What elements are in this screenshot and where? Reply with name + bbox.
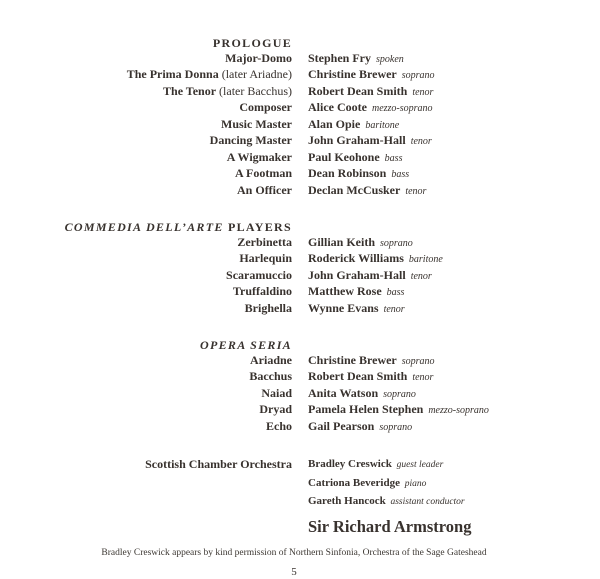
role-suffix: (later Bacchus) — [216, 83, 292, 98]
role-name: Harlequin — [239, 251, 292, 265]
performer-name: Pamela Helen Stephen — [308, 402, 424, 416]
voice-type: soprano — [379, 421, 413, 433]
voice-type: tenor — [412, 86, 434, 98]
performer-cell — [308, 284, 600, 301]
role-cell — [0, 369, 292, 384]
role-cell — [0, 133, 292, 148]
section-heading — [0, 36, 292, 51]
performer-cell — [308, 251, 600, 268]
role-name: Bacchus — [249, 369, 292, 383]
performer-name: Anita Watson — [308, 385, 379, 400]
role-name: Truffaldino — [232, 284, 292, 298]
role-cell — [0, 166, 292, 181]
performer-cell — [308, 166, 600, 183]
role-suffix: (later Ariadne) — [218, 67, 292, 81]
performer-name: Wynne Evans — [308, 300, 379, 315]
role-name: A Wigmaker — [226, 149, 292, 164]
cast-row — [0, 369, 600, 386]
voice-type: tenor — [412, 372, 434, 383]
performer-name: Paul Keohone — [308, 149, 380, 164]
role-cell — [0, 51, 292, 66]
voice-type: soprano — [383, 388, 416, 400]
role-name: The Prima Donna — [126, 67, 219, 81]
section-heading-plain: PLAYERS — [223, 220, 292, 234]
role-name: Brighella — [244, 300, 292, 315]
orchestra-label: Scottish Chamber Orchestra — [145, 457, 292, 471]
section-heading — [0, 338, 292, 353]
performer-cell — [308, 100, 600, 117]
performer-name: Christine Brewer — [308, 352, 397, 367]
performer-cell — [308, 369, 600, 386]
role-name: Scaramuccio — [226, 267, 292, 282]
cast-row — [0, 235, 600, 252]
role-cell — [0, 100, 292, 115]
member-role: guest leader — [396, 460, 444, 470]
role-cell — [0, 402, 292, 417]
voice-type: bass — [384, 152, 403, 164]
voice-type: soprano — [380, 237, 413, 249]
cast-row — [0, 183, 600, 200]
voice-type: tenor — [383, 303, 405, 315]
role-name: A Footman — [235, 166, 292, 180]
voice-type: tenor — [410, 270, 432, 282]
performer-cell — [308, 402, 600, 419]
cast-row — [0, 419, 600, 436]
role-name: Major-Domo — [225, 50, 292, 65]
cast-row — [0, 353, 600, 370]
role-name: Naiad — [261, 385, 292, 400]
orchestra-member — [308, 456, 600, 475]
performer-cell — [308, 183, 600, 200]
member-role: assistant conductor — [390, 497, 465, 507]
member-role: piano — [404, 478, 427, 489]
performer-cell — [308, 235, 600, 252]
cast-row — [0, 100, 600, 117]
page-footer — [0, 547, 588, 579]
performer-name: Dean Robinson — [308, 166, 387, 180]
role-name: Ariadne — [250, 352, 292, 367]
performer-name: Roderick Williams — [308, 251, 404, 265]
performer-name: John Graham-Hall — [308, 267, 406, 282]
conductor-line — [0, 517, 600, 537]
section-heading — [0, 220, 292, 235]
role-name: Dryad — [259, 402, 292, 416]
section-heading-plain: PROLOGUE — [212, 36, 292, 50]
performer-name: Matthew Rose — [308, 284, 382, 298]
member-name: Catriona Beveridge — [308, 476, 400, 489]
voice-type: bass — [386, 287, 405, 298]
voice-type: baritone — [365, 119, 400, 131]
section-opera-seria — [0, 338, 600, 435]
cast-row — [0, 133, 600, 150]
orchestra-member — [308, 493, 600, 512]
role-cell — [0, 150, 292, 165]
performer-cell — [308, 150, 600, 167]
conductor-name: Sir Richard Armstrong — [308, 516, 472, 536]
cast-row — [0, 386, 600, 403]
footnote: Bradley Creswick appears by kind permission of Northern Sinfonia, Orchestra of the Sage Gateshead — [101, 547, 487, 558]
performer-cell — [308, 268, 600, 285]
role-cell — [0, 419, 292, 434]
performer-name: Alice Coote — [308, 100, 367, 114]
role-cell — [0, 251, 292, 266]
role-cell — [0, 284, 292, 299]
performer-name: Declan McCusker — [308, 182, 401, 197]
performer-name: Alan Opie — [308, 116, 361, 131]
role-cell — [0, 67, 292, 82]
performer-name: Christine Brewer — [308, 67, 397, 81]
voice-type: mezzo-soprano — [428, 405, 489, 416]
performer-cell — [308, 51, 600, 68]
section-heading-italic: COMMEDIA DELL’ARTE — [64, 220, 224, 234]
performer-cell — [308, 117, 600, 134]
cast-row — [0, 51, 600, 68]
orchestra-block — [0, 456, 600, 512]
voice-type: tenor — [410, 136, 432, 147]
orchestra-members — [308, 456, 600, 512]
page-number: 5 — [291, 565, 297, 578]
cast-row — [0, 166, 600, 183]
role-cell — [0, 117, 292, 132]
performer-cell — [308, 353, 600, 370]
role-name: Composer — [239, 100, 292, 114]
role-cell — [0, 235, 292, 250]
role-name: Dancing Master — [209, 133, 292, 147]
cast-row — [0, 268, 600, 285]
performer-name: Gail Pearson — [308, 418, 375, 433]
role-name: The Tenor — [163, 83, 217, 98]
performer-cell — [308, 301, 600, 318]
performer-name: John Graham-Hall — [308, 133, 406, 147]
voice-type: soprano — [401, 355, 435, 367]
role-cell — [0, 301, 292, 316]
performer-name: Stephen Fry — [308, 50, 371, 65]
section-prologue — [0, 36, 600, 199]
performer-cell — [308, 419, 600, 436]
performer-cell — [308, 67, 600, 84]
orchestra-member — [308, 475, 600, 494]
role-cell — [0, 183, 292, 198]
voice-type: baritone — [408, 254, 443, 265]
role-cell — [0, 84, 292, 99]
section-commedia — [0, 220, 600, 317]
cast-row — [0, 301, 600, 318]
performer-cell — [308, 386, 600, 403]
voice-type: tenor — [405, 185, 427, 197]
role-name: Music Master — [221, 116, 292, 131]
role-cell — [0, 353, 292, 368]
member-name: Bradley Creswick — [308, 458, 392, 470]
voice-type: mezzo-soprano — [371, 103, 433, 114]
voice-type: bass — [391, 169, 410, 180]
role-cell — [0, 268, 292, 283]
role-name: Zerbinetta — [237, 234, 292, 249]
cast-row — [0, 117, 600, 134]
cast-row — [0, 284, 600, 301]
section-heading-italic: OPERA SERIA — [199, 338, 292, 352]
cast-row — [0, 251, 600, 268]
voice-type: soprano — [401, 70, 435, 81]
role-cell — [0, 386, 292, 401]
cast-row — [0, 402, 600, 419]
performer-cell — [308, 133, 600, 150]
voice-type: spoken — [376, 53, 404, 65]
performer-name: Robert Dean Smith — [308, 369, 408, 383]
role-name: Echo — [265, 418, 292, 433]
cast-row — [0, 67, 600, 84]
cast-row — [0, 150, 600, 167]
performer-cell — [308, 84, 600, 101]
performer-name: Gillian Keith — [308, 234, 376, 249]
member-name: Gareth Hancock — [308, 495, 386, 507]
cast-row — [0, 84, 600, 101]
role-name: An Officer — [237, 182, 292, 197]
performer-name: Robert Dean Smith — [308, 83, 408, 98]
